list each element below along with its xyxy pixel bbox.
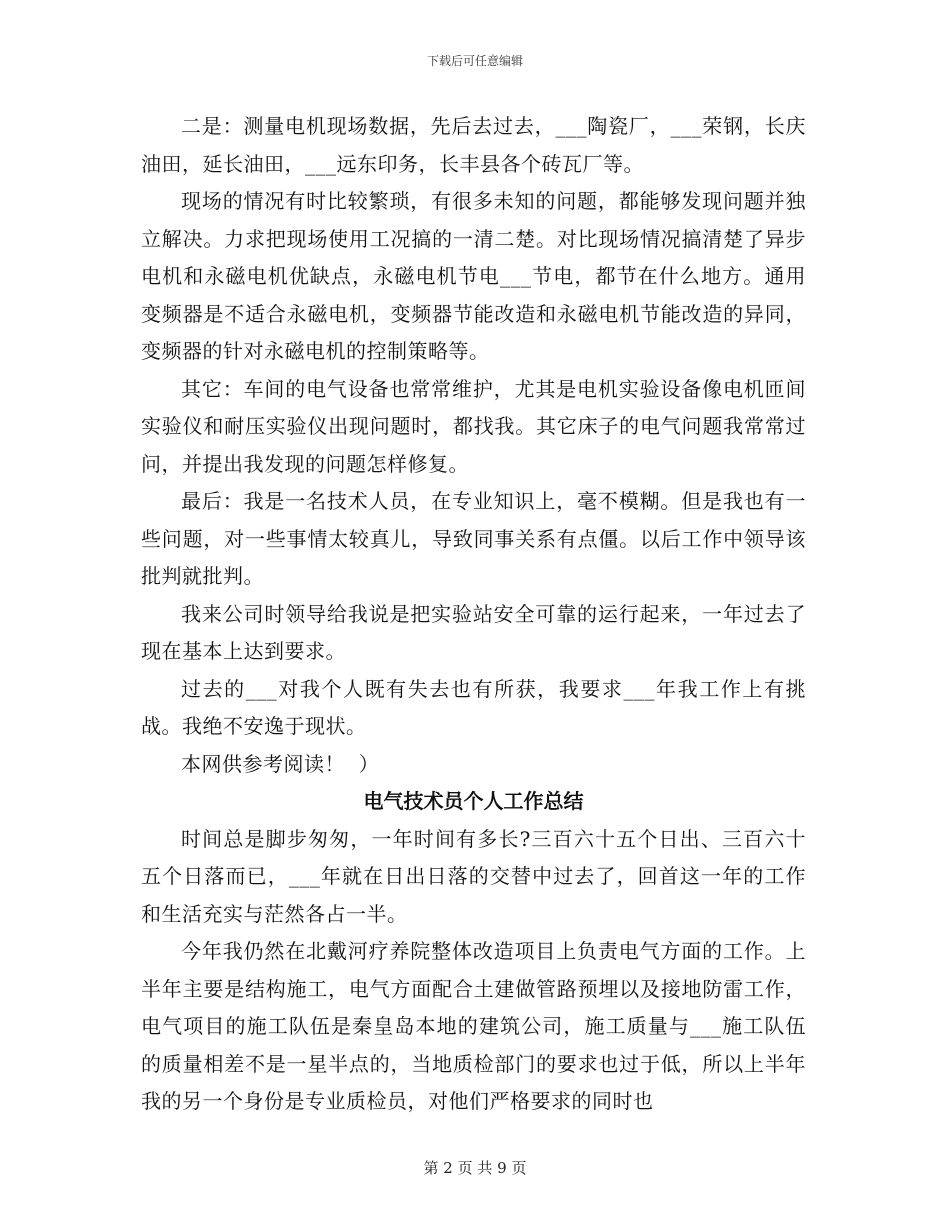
document-body [141, 108, 806, 1121]
paragraph-self-assessment: 最后：我是一名技术人员，在专业知识上，毫不模糊。但是我也有一些问题，对一些事情太较真儿，导致同事关系有点僵。以后工作中领导该批判就批判。 [141, 489, 806, 588]
paragraph-field-conditions: 现场的情况有时比较繁琐，有很多未知的问题，都能够发现问题并独立解决。力求把现场使用工况搞的一清二楚。对比现场情况搞清楚了异步电机和永磁电机优缺点，永磁电机节电___节电，都节在什么地方。通用变频器是不适合永磁电机，变频器节能改造和永磁电机节能改造的异同，变频器的针对永磁电机的控制策略等。 [141, 189, 806, 363]
paragraph-testing-sites: 二是：测量电机现场数据，先后去过去，___陶瓷厂，___荣钢，长庆油田，延长油田，___远东印务，长丰县各个砖瓦厂等。 [141, 114, 806, 176]
page-number: 第 2 页 共 9 页 [423, 1159, 527, 1177]
paragraph-outlook: 过去的___对我个人既有失去也有所获，我要求___年我工作上有挑战。我绝不安逸于现状。 [141, 676, 806, 738]
paragraph-company-goal: 我来公司时领导给我说是把实验站安全可靠的运行起来，一年过去了现在基本上达到要求。 [141, 601, 806, 663]
page-header: 下载后可任意编辑 [426, 54, 523, 68]
paragraph-year-intro: 时间总是脚步匆匆，一年时间有多长?三百六十五个日出、三百六十五个日落而已，___年就在日出日落的交替中过去了，回首这一年的工作和生活充实与茫然各占一半。 [141, 826, 806, 926]
section-title: 电气技术员个人工作总结 [363, 789, 584, 813]
paragraph-reference-note: 本网供参考阅读！ ） [181, 751, 380, 776]
paragraph-project-work: 今年我仍然在北戴河疗养院整体改造项目上负责电气方面的工作。上半年主要是结构施工，电气方面配合土建做管路预埋以及接地防雷工作，电气项目的施工队伍是秦皇岛本地的建筑公司，施工质量与___施工队伍的质量相差不是一星半点的，当地质检部门的要求也过于低，所以上半年我的另一个身份是专业质检员，对他们严格要求的同时也 [141, 939, 806, 1113]
paragraph-other-duties: 其它：车间的电气设备也常常维护，尤其是电机实验设备像电机匝间实验仪和耐压实验仪出现问题时，都找我。其它床子的电气问题我常常过问，并提出我发现的问题怎样修复。 [141, 376, 806, 476]
